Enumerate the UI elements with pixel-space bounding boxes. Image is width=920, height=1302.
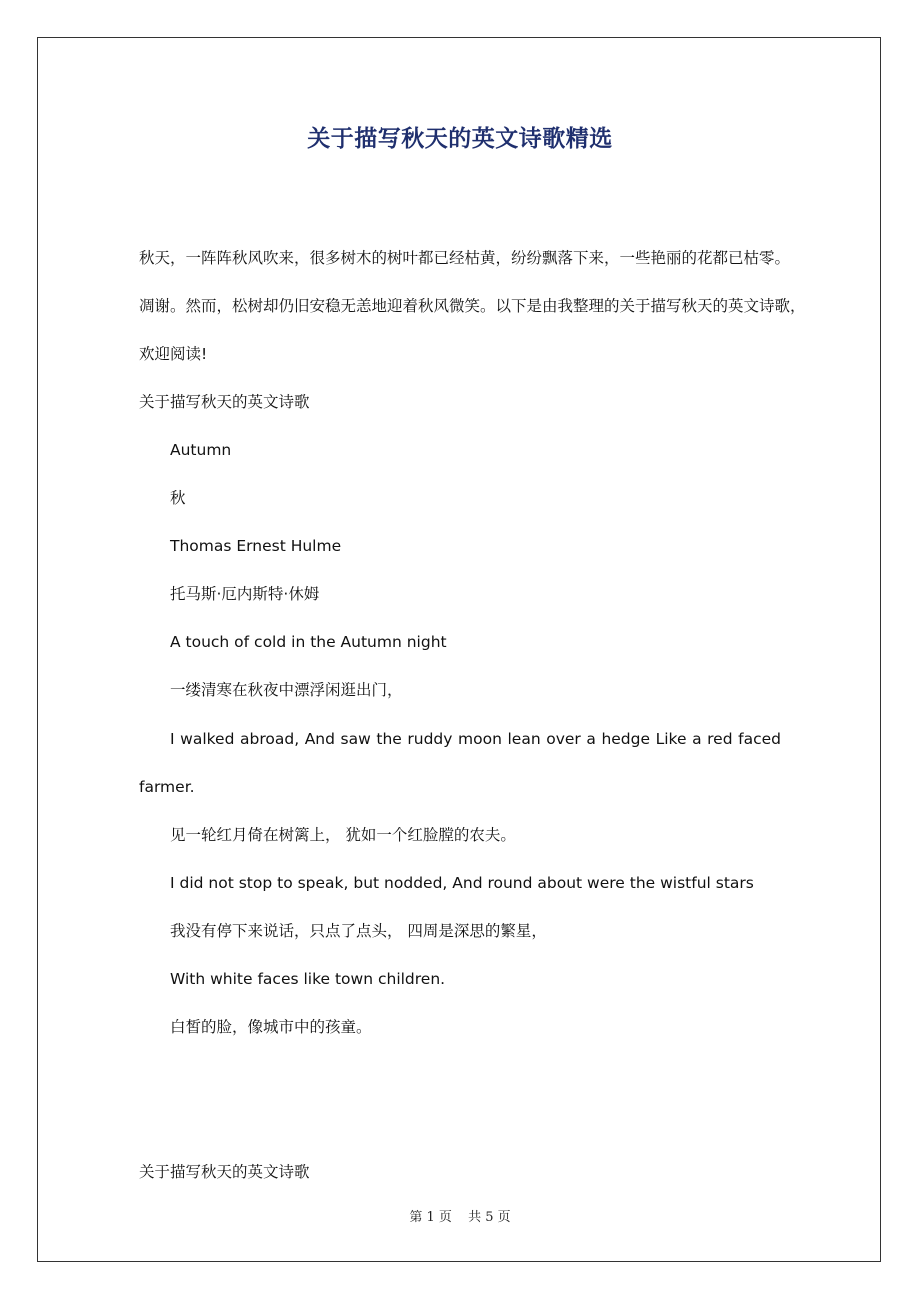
poem-author-zh: 托马斯·厄内斯特·休姆 <box>170 585 320 603</box>
poem-author-en: Thomas Ernest Hulme <box>170 537 342 555</box>
intro-line-2: 凋谢。然而，松树却仍旧安稳无恙地迎着秋风微笑。以下是由我整理的关于描写秋天的英文诗歌， <box>139 297 806 315</box>
page-border <box>37 37 881 1262</box>
poem-line: 白皙的脸，像城市中的孩童。 <box>170 1018 372 1036</box>
page-number-total: 共 5 页 <box>468 1210 511 1225</box>
intro-line-3: 欢迎阅读! <box>139 345 208 363</box>
poem-line-continuation: farmer. <box>139 778 195 796</box>
poem-line: A touch of cold in the Autumn night <box>170 633 447 651</box>
poem-line: 我没有停下来说话，只点了点头， 四周是深思的繁星， <box>170 922 547 940</box>
page-footer <box>0 1206 920 1225</box>
poem-line: I did not stop to speak, but nodded, And round about were the wistful stars <box>170 874 754 892</box>
poem-line: 一缕清寒在秋夜中漂浮闲逛出门， <box>170 681 403 699</box>
poem-line: I walked abroad, And saw the ruddy moon lean over a hedge Like a red faced <box>170 730 781 748</box>
poem-title-en: Autumn <box>170 441 232 459</box>
document-title: 关于描写秋天的英文诗歌精选 <box>307 126 613 152</box>
poem-line: 见一轮红月倚在树篱上， 犹如一个红脸膛的农夫。 <box>170 826 516 844</box>
section-heading: 关于描写秋天的英文诗歌 <box>139 393 310 411</box>
intro-line-1: 秋天，一阵阵秋风吹来，很多树木的树叶都已经枯黄，纷纷飘落下来，一些艳丽的花都已枯零。 <box>139 249 791 267</box>
section-heading: 关于描写秋天的英文诗歌 <box>139 1163 310 1181</box>
page-number-current: 第 1 页 <box>409 1210 452 1225</box>
poem-title-zh: 秋 <box>170 489 186 507</box>
poem-line: With white faces like town children. <box>170 970 446 988</box>
